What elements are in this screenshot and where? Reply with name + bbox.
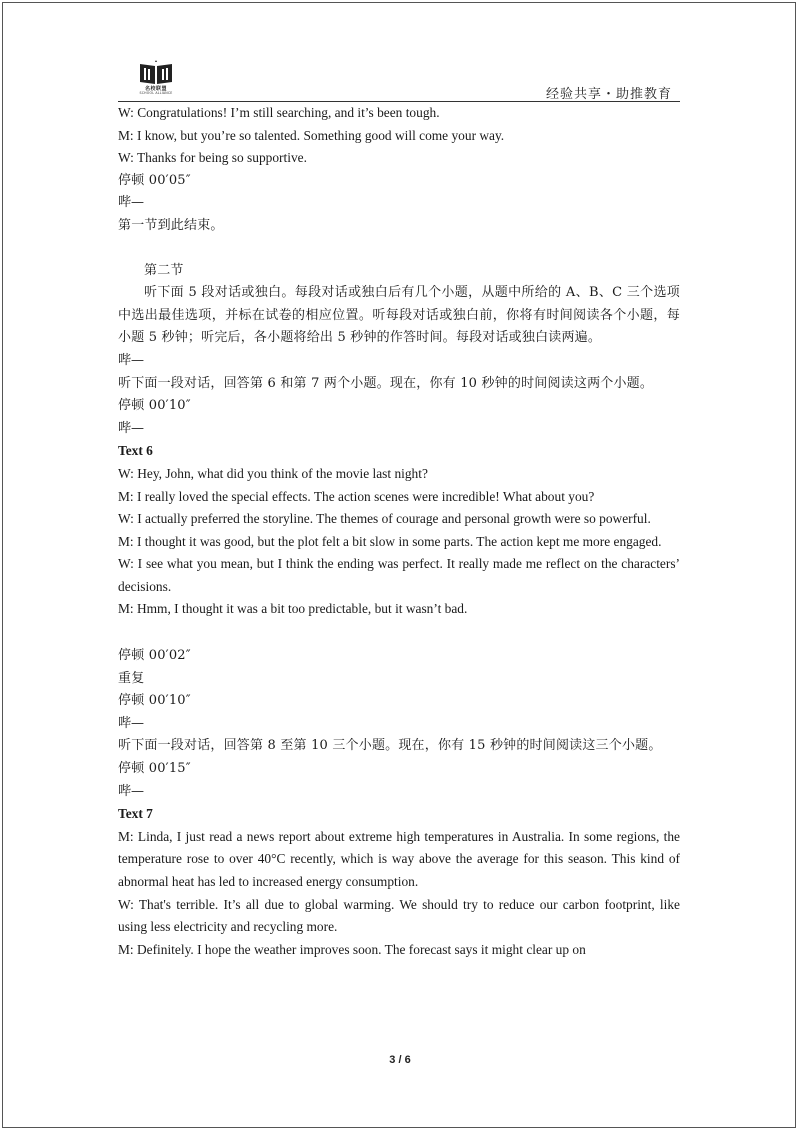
- pause-marker: 停顿 00′02″: [118, 648, 191, 664]
- pause-marker: 停顿 00′10″: [118, 398, 191, 414]
- dialogue-line: W: Thanks for being so supportive.: [118, 150, 307, 166]
- beep-marker: 哔—: [118, 715, 145, 731]
- pause-marker: 停顿 00′15″: [118, 761, 191, 777]
- pause-marker: 停顿 00′05″: [118, 172, 191, 188]
- beep-marker: 哔—: [118, 352, 145, 368]
- dialogue-line: W: I see what you mean, but I think the ending was perfect. It really made me reflect on the characters’ decisions.: [118, 556, 680, 594]
- section-instructions: 听下面 5 段对话或独白。每段对话或独白后有几个小题，从题中所给的 A、B、C 三个选项中选出最佳选项，并标在试卷的相应位置。听每段对话或独白前，你将有时间阅读各个小题，每小题 5 秒钟；听完后，各小题将给出 5 秒钟的作答时间。每段对话或独白读两遍。: [118, 285, 680, 346]
- beep-marker: 哔—: [118, 195, 145, 211]
- dialogue-line: W: Hey, John, what did you think of the movie last night?: [118, 465, 428, 481]
- dialogue-line: M: I really loved the special effects. The action scenes were incredible! What about you?: [118, 488, 595, 504]
- header-slogan: 经验共享・助推教育: [545, 87, 672, 102]
- question-instruction: 听下面一段对话，回答第 8 至第 10 三个小题。现在，你有 15 秒钟的时间阅读这三个小题。: [118, 738, 662, 754]
- page-number: 3 / 6: [389, 1054, 411, 1066]
- dialogue-line: W: That's terrible. It’s all due to global warming. We should try to reduce our carbon footprint, like using less electricity and recycling more.: [118, 896, 680, 935]
- dialogue-line: M: Hmm, I thought it was a bit too predictable, but it wasn’t bad.: [118, 601, 468, 617]
- document-body: [118, 102, 680, 961]
- dialogue-line: M: I thought it was good, but the plot felt a bit slow in some parts. The action kept me more engaged.: [118, 533, 662, 549]
- dialogue-line: M: I know, but you’re so talented. Something good will come your way.: [118, 127, 505, 143]
- pause-marker: 停顿 00′10″: [118, 693, 191, 709]
- section-end-note: 第一节到此结束。: [118, 217, 224, 233]
- repeat-marker: 重复: [118, 670, 145, 686]
- logo-chinese-text: 名校联盟: [144, 86, 167, 92]
- dialogue-line: M: Definitely. I hope the weather improves soon. The forecast says it might clear up on: [118, 941, 586, 957]
- text-heading: Text 7: [118, 806, 153, 822]
- dialogue-line: W: Congratulations! I’m still searching, and it’s been tough.: [118, 105, 440, 120]
- beep-marker: 哔—: [118, 783, 145, 799]
- beep-marker: 哔—: [118, 420, 145, 436]
- text-heading: Text 6: [118, 443, 153, 459]
- question-instruction: 听下面一段对话，回答第 6 和第 7 两个小题。现在，你有 10 秒钟的时间阅读这两个小题。: [118, 375, 654, 391]
- logo-english-text: SCHOOL ALLIANCE: [139, 91, 173, 95]
- section-heading: 第二节: [144, 262, 184, 278]
- dialogue-line: W: I actually preferred the storyline. The themes of courage and personal growth were so powerful.: [118, 511, 651, 527]
- page-header: [0, 0, 800, 100]
- dialogue-line: M: Linda, I just read a news report about extreme high temperatures in Australia. In some regions, the temperature rose to over 40°C recently, which is way above the average for this season. This kind of abnormal heat has led to increased energy consumption.: [118, 828, 680, 889]
